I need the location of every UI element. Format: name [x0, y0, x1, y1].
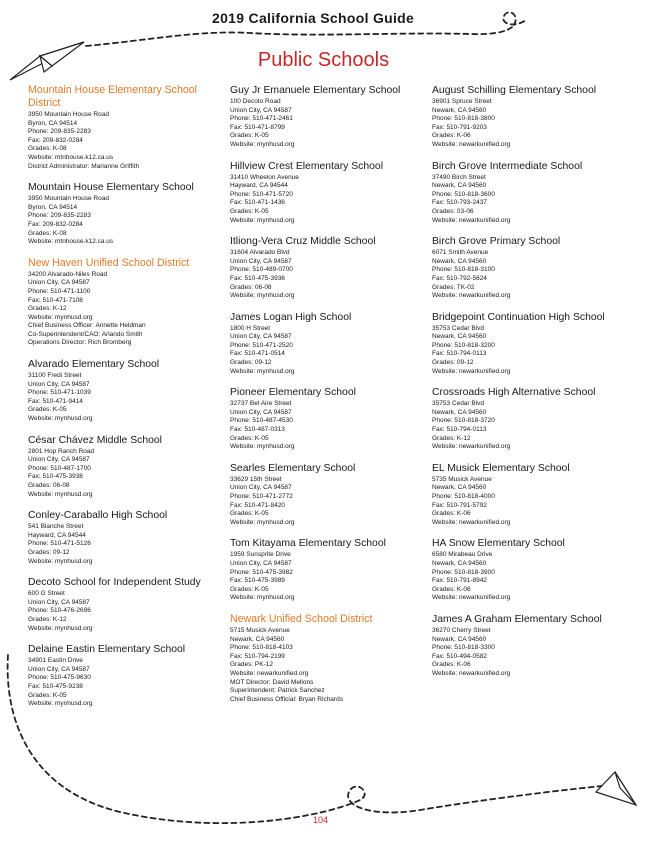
listing-detail-line: Website: newarkunified.org: [432, 594, 511, 602]
listing-detail-line: 1800 H Street: [230, 324, 271, 332]
school-name: Alvarado Elementary School: [28, 359, 160, 371]
school-listing: [432, 311, 632, 377]
listing-detail-line: MOT Director: David Mellons: [230, 678, 314, 686]
listing-detail-line: 541 Blanche Street: [28, 523, 84, 531]
listing-detail-line: Fax: 510-471-7108: [28, 296, 83, 304]
school-listing: [230, 311, 418, 377]
listing-detail-line: Byron, CA 94514: [28, 203, 78, 211]
listing-detail-line: Website: mynhusd.org: [28, 313, 93, 321]
school-listing: [230, 235, 418, 301]
listing-detail-line: Phone: 510-471-2461: [230, 115, 293, 123]
listing-detail-line: Grades: K-12: [432, 434, 471, 442]
listing-detail-line: Grades: TK-02: [432, 283, 475, 291]
listing-detail-line: Union City, CA 94587: [230, 408, 292, 416]
listing-detail-line: 5735 Musick Avenue: [432, 475, 492, 483]
listing-detail-line: Phone: 510-471-5720: [230, 190, 293, 198]
listing-detail-line: 35753 Cedar Blvd: [432, 324, 485, 332]
listing-detail-line: Union City, CA 94587: [28, 456, 90, 464]
section-title: Public Schools: [257, 49, 390, 71]
school-name: August Schilling Elementary School: [432, 85, 597, 96]
listing-detail-line: 5715 Musick Avenue: [230, 626, 290, 634]
school-listing: [28, 509, 216, 566]
listing-detail-line: Website: mtnhouse.k12.ca.us: [28, 238, 114, 246]
listing-detail-line: Phone: 510-818-3200: [432, 341, 495, 349]
listing-detail-line: 3950 Mountain House Road: [28, 195, 109, 203]
listing-detail-line: Newark, CA 94560: [432, 408, 487, 416]
listing-detail-line: Website: mynhusd.org: [230, 518, 295, 526]
listing-detail-line: Phone: 510-818-3100: [432, 266, 495, 274]
top-right-loop: [503, 12, 526, 25]
school-name: Searles Elementary School: [230, 462, 356, 474]
listing-detail-line: Fax: 510-794-0113: [432, 426, 487, 434]
school-listing: [28, 434, 216, 500]
listing-detail-line: Union City, CA 94587: [230, 484, 292, 492]
listing-detail-line: Newark, CA 94560: [432, 106, 487, 114]
listing-detail-line: Grades: K-05: [28, 691, 67, 699]
listing-detail-line: Grades: K-05: [230, 585, 269, 593]
listing-detail-line: Phone: 510-471-1100: [28, 287, 91, 295]
listing-detail-line: Newark, CA 94560: [432, 559, 487, 567]
listing-detail-line: 6580 Mirabeau Drive: [432, 551, 493, 559]
listing-detail-line: Grades: K-12: [28, 305, 67, 313]
listing-detail-line: Grades: K-06: [432, 132, 471, 140]
school-name: HA Snow Elementary School: [432, 538, 565, 550]
listing-detail-line: Website: mynhusd.org: [28, 490, 93, 498]
listing-detail-line: Fax: 510-791-9203: [432, 123, 487, 131]
listing-detail-line: Grades: K-05: [230, 434, 269, 442]
listing-detail-line: 3950 Mountain House Road: [28, 111, 109, 118]
listing-detail-line: Website: newarkunified.org: [432, 443, 511, 451]
listing-detail-line: Grades: K-05: [230, 132, 269, 140]
listing-detail-line: 34901 Eastin Drive: [28, 657, 83, 665]
listing-detail-line: Operations Director: Rich Bromberg: [28, 339, 132, 347]
listing-detail-line: Union City, CA 94587: [230, 257, 292, 265]
listing-detail-line: Phone: 510-818-4103: [230, 644, 293, 652]
listing-detail-line: Fax: 209-832-0284: [28, 220, 83, 228]
listing-detail-line: Website: mynhusd.org: [28, 557, 93, 565]
listing-detail-line: Phone: 510-487-4530: [230, 417, 293, 425]
school-name: Guy Jr Emanuele Elementary School: [230, 85, 401, 96]
listing-detail-line: 31100 Fredi Street: [28, 372, 82, 380]
listing-detail-line: Newark, CA 94560: [432, 333, 487, 341]
listing-detail-line: Superintendent: Patrick Sanchez: [230, 687, 325, 695]
listing-detail-line: Fax: 510-471-1436: [230, 199, 285, 207]
listing-detail-line: Website: newarkunified.org: [432, 518, 511, 526]
listing-detail-line: Phone: 510-818-3800: [432, 115, 495, 123]
school-name: EL Musick Elementary School: [432, 462, 570, 474]
listing-detail-line: Fax: 510-791-5792: [432, 501, 487, 509]
listing-detail-line: Union City, CA 94587: [230, 333, 292, 341]
listing-detail-line: Grades: K-12: [28, 615, 67, 623]
listing-detail-line: Fax: 510-494-0582: [432, 652, 487, 660]
listing-detail-line: Grades: 06-08: [230, 283, 272, 291]
listing-detail-line: Grades: K-06: [432, 510, 471, 518]
listing-detail-line: Website: newarkunified.org: [432, 216, 511, 224]
school-listing: [432, 613, 632, 679]
listing-detail-line: 36901 Spruce Street: [432, 98, 492, 105]
school-name: Bridgepoint Continuation High School: [432, 311, 605, 323]
listing-detail-line: District Administrator: Marianne Griffith: [28, 162, 140, 170]
school-listing: [28, 576, 216, 633]
listing-detail-line: Phone: 510-818-3600: [432, 190, 495, 198]
listing-detail-line: Fax: 510-475-3936: [230, 274, 285, 282]
school-name: Decoto School for Independent Study: [28, 577, 201, 589]
listing-detail-line: 37490 Birch Street: [432, 173, 486, 181]
listing-detail-line: Fax: 510-487-0313: [230, 426, 285, 434]
listing-detail-line: Website: newarkunified.org: [230, 669, 309, 677]
listing-detail-line: Newark, CA 94560: [432, 635, 487, 643]
school-listing: [28, 358, 216, 424]
listing-detail-line: Phone: 510-818-3720: [432, 417, 495, 425]
listing-detail-line: Fax: 510-792-5624: [432, 274, 487, 282]
school-listing: [28, 643, 216, 709]
school-listing: [432, 462, 632, 528]
school-name: Delaine Eastin Elementary School: [28, 644, 186, 656]
listing-detail-line: 600 G Street: [28, 590, 65, 598]
listing-detail-line: Chief Business Officer: Annette Heldman: [28, 322, 146, 330]
listing-detail-line: Union City, CA 94587: [28, 279, 90, 287]
listing-detail-line: Union City, CA 94587: [28, 665, 90, 673]
listing-detail-line: 6071 Smith Avenue: [432, 249, 489, 257]
listing-detail-line: Newark, CA 94560: [432, 182, 487, 190]
listing-detail-line: Grades: 09-12: [230, 359, 272, 367]
listing-detail-line: Fax: 510-471-8799: [230, 123, 285, 131]
listing-detail-line: 1959 Sunsprite Drive: [230, 551, 291, 559]
listing-detail-line: Website: mynhusd.org: [230, 367, 295, 375]
listing-column-3: [432, 84, 632, 689]
listing-detail-line: Grades: 09-12: [432, 359, 474, 367]
listing-detail-line: Phone: 209-835-2283: [28, 212, 91, 220]
listing-detail-line: Fax: 510-793-2437: [432, 199, 487, 207]
listing-detail-line: Website: newarkunified.org: [432, 367, 511, 375]
listing-detail-line: Website: newarkunified.org: [432, 669, 511, 677]
listing-detail-line: Grades: K-08: [28, 145, 67, 153]
listing-detail-line: Fax: 510-794-2199: [230, 652, 285, 660]
listing-detail-line: Grades: 03-06: [432, 207, 474, 215]
listing-detail-line: Grades: K-08: [28, 229, 67, 237]
listing-detail-line: Fax: 510-471-0514: [230, 350, 285, 358]
listing-detail-line: Newark, CA 94560: [432, 257, 487, 265]
listing-detail-line: Fax: 510-475-3989: [230, 577, 285, 585]
listing-detail-line: Grades: K-06: [432, 585, 471, 593]
listing-detail-line: 2801 Hop Ranch Road: [28, 447, 95, 455]
school-name: Itliong-Vera Cruz Middle School: [230, 236, 376, 248]
listing-detail-line: Fax: 510-791-8942: [432, 577, 487, 585]
listing-detail-line: Hayward, CA 94544: [230, 182, 288, 190]
school-listing: [230, 537, 418, 603]
listing-detail-line: Phone: 209-835-2283: [28, 128, 91, 136]
listing-detail-line: Grades: K-06: [432, 661, 471, 669]
school-listing: [432, 84, 632, 150]
top-dashed-path: [86, 25, 514, 46]
listing-detail-line: Grades: K-05: [230, 510, 269, 518]
district-name: Mountain House Elementary School District: [28, 84, 198, 109]
listing-detail-line: Phone: 510-818-3900: [432, 568, 495, 576]
listing-detail-line: Hayward, CA 94544: [28, 531, 86, 539]
listing-detail-line: Phone: 510-471-5126: [28, 540, 91, 548]
listing-detail-line: 100 Decoto Road: [230, 98, 281, 105]
listing-detail-line: 31410 Wheelon Avenue: [230, 173, 299, 181]
listing-detail-line: Website: mtnhouse.k12.ca.us: [28, 153, 114, 161]
district-name: New Haven Unified School District: [28, 256, 190, 269]
listing-detail-line: Phone: 510-489-0700: [230, 266, 293, 274]
district-listing: [28, 84, 216, 171]
listing-detail-line: Website: mynhusd.org: [230, 594, 295, 602]
listing-detail-line: Fax: 510-471-9414: [28, 397, 83, 405]
listing-detail-line: Newark, CA 94560: [230, 635, 285, 643]
listing-detail-line: 34200 Alvarado-Niles Road: [28, 270, 108, 278]
listing-detail-line: 32737 Bel Aire Street: [230, 400, 292, 408]
listing-detail-line: Phone: 510-475-9630: [28, 674, 91, 682]
listing-detail-line: Website: mynhusd.org: [230, 140, 295, 148]
listing-detail-line: Website: mynhusd.org: [230, 292, 295, 300]
listing-detail-line: Co-Superintendent/CAO: Arlando Smith: [28, 330, 143, 338]
school-listing: [230, 462, 418, 528]
school-name: César Chávez Middle School: [28, 434, 162, 446]
district-name: Newark Unified School District: [230, 612, 373, 625]
listing-detail-line: 33629 15th Street: [230, 475, 282, 483]
district-listing: [230, 613, 418, 704]
listing-detail-line: Phone: 510-487-1700: [28, 464, 91, 472]
school-listing: [230, 84, 418, 150]
listing-detail-line: Union City, CA 94587: [28, 598, 90, 606]
listing-detail-line: Website: mynhusd.org: [230, 443, 295, 451]
listing-detail-line: Fax: 510-475-9238: [28, 682, 83, 690]
listing-detail-line: Phone: 510-476-2696: [28, 607, 91, 615]
school-listing: [230, 386, 418, 452]
listing-detail-line: Website: newarkunified.org: [432, 292, 511, 300]
school-listing: [432, 537, 632, 603]
listing-detail-line: Grades: K-05: [28, 406, 67, 414]
listing-detail-line: Union City, CA 94587: [230, 559, 292, 567]
listing-detail-line: Chief Business Official: Bryan Richards: [230, 695, 343, 703]
listing-detail-line: Website: mynhusd.org: [28, 624, 93, 632]
listing-detail-line: Fax: 510-794-0113: [432, 350, 487, 358]
school-name: James A Graham Elementary School: [432, 613, 602, 625]
guide-header-title: 2019 California School Guide: [212, 10, 415, 26]
school-name: Tom Kitayama Elementary School: [230, 538, 386, 550]
listing-detail-line: Phone: 510-818-3300: [432, 644, 495, 652]
listing-column-1: [28, 84, 216, 719]
listing-detail-line: 35753 Cedar Blvd: [432, 400, 485, 408]
listing-column-2: [230, 84, 418, 714]
page-number: 104: [313, 815, 329, 825]
district-listing: [28, 257, 216, 348]
listing-detail-line: Fax: 209-832-0284: [28, 136, 83, 144]
school-listing: [230, 160, 418, 226]
listing-detail-line: Phone: 510-471-2520: [230, 341, 293, 349]
listing-detail-line: Phone: 510-471-2772: [230, 493, 293, 500]
listing-detail-line: 36270 Cherry Street: [432, 626, 491, 634]
listing-detail-line: Grades: 06-08: [28, 482, 70, 489]
listing-detail-line: 31604 Alvarado Blvd: [230, 249, 290, 257]
school-listing: [432, 386, 632, 452]
school-name: Birch Grove Primary School: [432, 236, 561, 248]
listing-detail-line: Newark, CA 94560: [432, 484, 487, 492]
listing-detail-line: Grades: K-05: [230, 207, 269, 215]
school-name: Pioneer Elementary School: [230, 387, 356, 399]
school-listing: [432, 160, 632, 226]
listing-detail-line: Fax: 510-475-3938: [28, 473, 83, 481]
listing-detail-line: Website: mynhusd.org: [28, 415, 93, 423]
listing-detail-line: Grades: PK-12: [230, 661, 273, 669]
school-name: Crossroads High Alternative School: [432, 387, 596, 399]
listing-detail-line: Phone: 510-818-4000: [432, 493, 495, 500]
school-name: Mountain House Elementary School: [28, 182, 194, 194]
listing-detail-line: Website: mynhusd.org: [230, 216, 295, 224]
school-name: Hillview Crest Elementary School: [230, 160, 384, 172]
school-name: James Logan High School: [230, 311, 352, 323]
listing-detail-line: Fax: 510-471-8420: [230, 501, 285, 509]
listing-detail-line: Union City, CA 94587: [230, 106, 292, 114]
school-listing: [28, 181, 216, 247]
paper-airplane-icon-bottom: [596, 772, 636, 805]
listing-detail-line: Phone: 510-475-3982: [230, 568, 293, 576]
school-name: Conley-Caraballo High School: [28, 510, 168, 522]
listing-detail-line: Website: mynhusd.org: [28, 700, 93, 708]
listing-detail-line: Union City, CA 94587: [28, 380, 90, 388]
school-listing: [432, 235, 632, 301]
listing-detail-line: Grades: 09-12: [28, 548, 70, 556]
school-name: Birch Grove Intermediate School: [432, 160, 583, 172]
listing-detail-line: Website: newarkunified.org: [432, 140, 511, 148]
listing-detail-line: Phone: 510-471-1039: [28, 389, 91, 397]
listing-detail-line: Byron, CA 94514: [28, 119, 78, 127]
